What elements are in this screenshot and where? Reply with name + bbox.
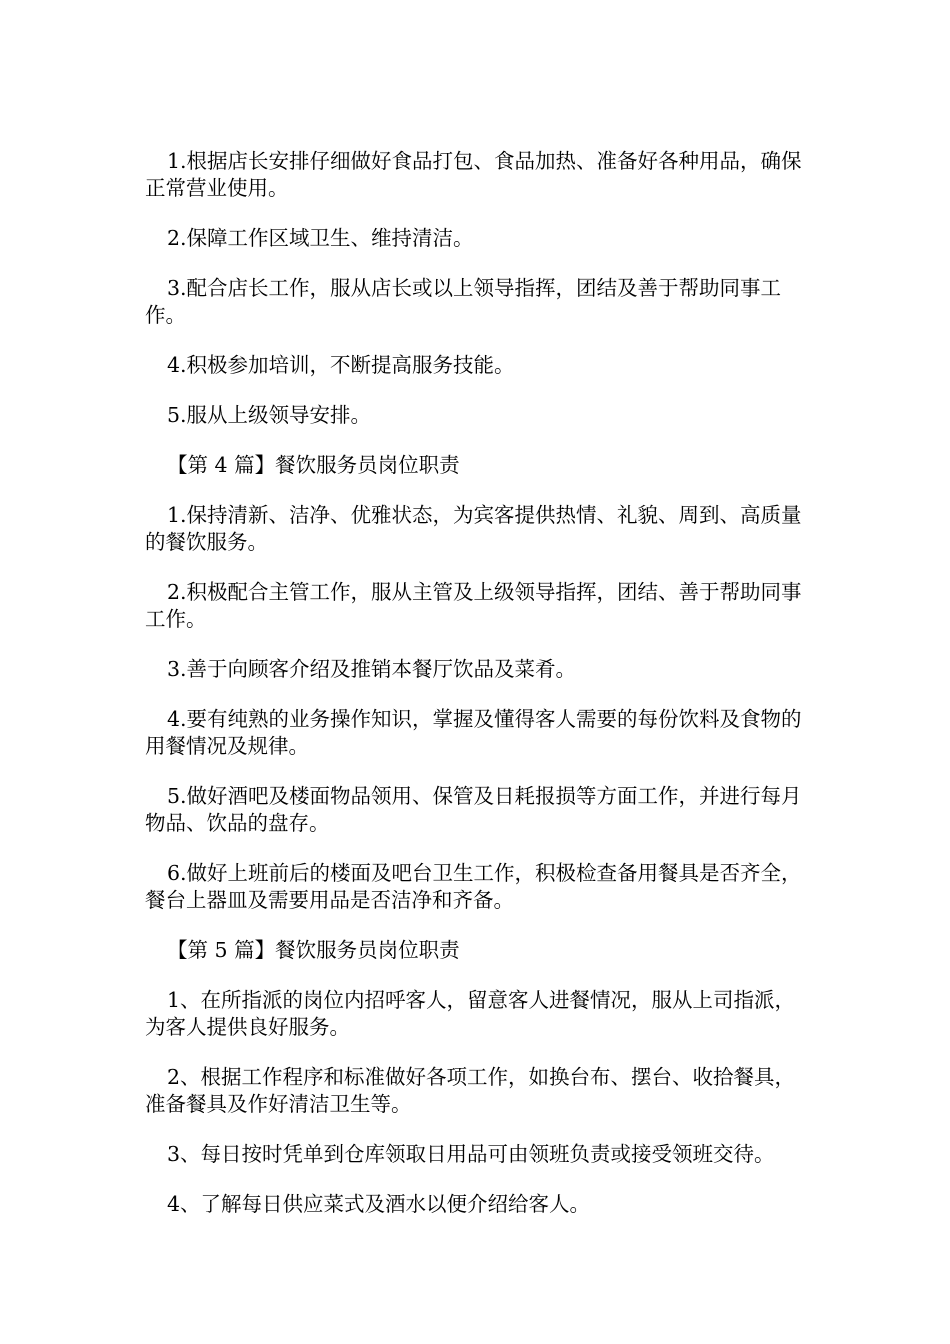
section-heading: 【第 4 篇】餐饮服务员岗位职责 [167, 453, 460, 477]
paragraph: 3.配合店长工作，服从店长或以上领导指挥，团结及善于帮助同事工作。 [145, 276, 782, 327]
document-body [145, 148, 815, 1241]
paragraph: 3、每日按时凭单到仓库领取日用品可由领班负责或接受领班交待。 [167, 1142, 775, 1166]
paragraph: 2.积极配合主管工作，服从主管及上级领导指挥，团结、善于帮助同事工作。 [145, 580, 802, 631]
paragraph: 1、在所指派的岗位内招呼客人，留意客人进餐情况，服从上司指派，为客人提供良好服务。 [145, 988, 796, 1039]
paragraph: 5.服从上级领导安排。 [167, 403, 372, 427]
paragraph: 4.积极参加培训，不断提高服务技能。 [167, 353, 515, 377]
section-heading: 【第 5 篇】餐饮服务员岗位职责 [167, 938, 460, 962]
paragraph: 4.要有纯熟的业务操作知识，掌握及懂得客人需要的每份饮料及食物的用餐情况及规律。 [145, 707, 802, 758]
paragraph: 2.保障工作区域卫生、维持清洁。 [167, 226, 474, 250]
paragraph: 4、了解每日供应菜式及酒水以便介绍给客人。 [167, 1192, 591, 1216]
paragraph: 5.做好酒吧及楼面物品领用、保管及日耗报损等方面工作，并进行每月物品、饮品的盘存。 [145, 784, 802, 835]
paragraph: 3.善于向顾客介绍及推销本餐厅饮品及菜肴。 [167, 657, 577, 681]
paragraph: 1.根据店长安排仔细做好食品打包、食品加热、准备好各种用品，确保正常营业使用。 [145, 149, 802, 200]
paragraph: 1.保持清新、洁净、优雅状态，为宾客提供热情、礼貌、周到、高质量的餐饮服务。 [145, 503, 802, 554]
paragraph: 2、根据工作程序和标准做好各项工作，如换台布、摆台、收拾餐具，准备餐具及作好清洁卫生等。 [145, 1065, 796, 1116]
paragraph: 6.做好上班前后的楼面及吧台卫生工作，积极检查备用餐具是否齐全，餐台上器皿及需要用品是否洁净和齐备。 [145, 861, 802, 912]
